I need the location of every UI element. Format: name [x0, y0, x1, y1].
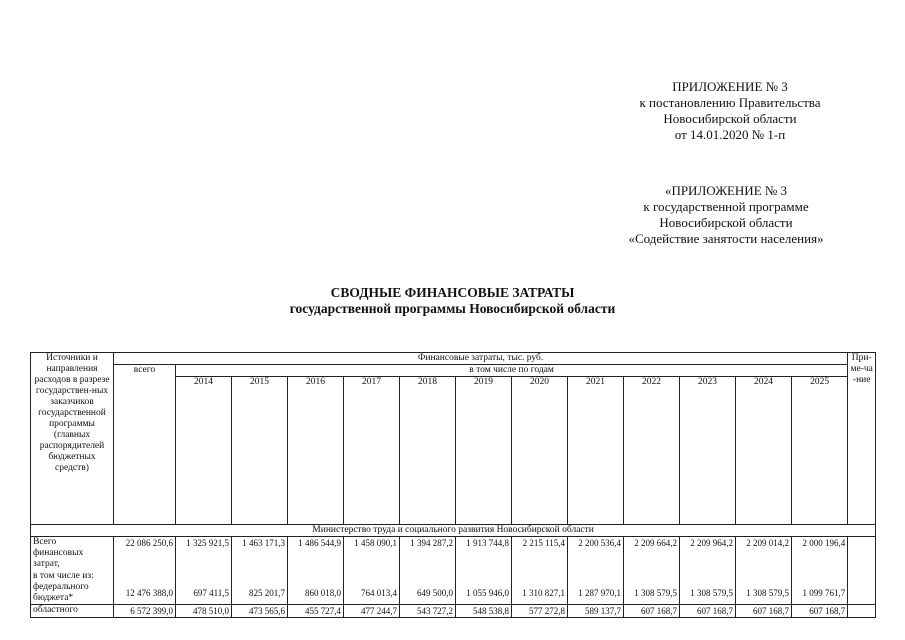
regional-value: 543 727,2: [400, 605, 456, 618]
total-note-cell: [848, 537, 876, 605]
total-and-federal-cell: [624, 537, 680, 605]
total-and-federal-cell: [736, 537, 792, 605]
total-value: 1 463 171,3: [242, 538, 285, 548]
year-header: 2021: [568, 377, 624, 525]
total-and-federal-cell: [176, 537, 232, 605]
total-costs-row: [31, 537, 876, 605]
regional-value: 607 168,7: [680, 605, 736, 618]
federal-value: 1 308 579,5: [690, 588, 733, 598]
regional-value: 6 572 399,0: [114, 605, 176, 618]
program-appendix-number: «ПРИЛОЖЕНИЕ № 3: [664, 183, 788, 198]
federal-value: 764 013,4: [361, 588, 397, 598]
regional-value: 478 510,0: [176, 605, 232, 618]
regional-value: 607 168,7: [624, 605, 680, 618]
regional-value: 473 565,6: [232, 605, 288, 618]
federal-label-line: бюджета*: [33, 592, 74, 603]
note-column-header: При-ме-ча-ние: [848, 353, 876, 525]
year-header: 2023: [680, 377, 736, 525]
total-label-line: финансовых: [33, 548, 84, 559]
total-and-federal-cell: [568, 537, 624, 605]
total-label-line: затрат,: [33, 559, 60, 570]
total-and-federal-cell: [680, 537, 736, 605]
federal-value: 1 099 761,7: [802, 588, 846, 598]
total-and-federal-cell: [288, 537, 344, 605]
appendix-decree-ref: к постановлению Правительства: [639, 95, 821, 110]
year-header: 2019: [456, 377, 512, 525]
regional-value: 607 168,7: [792, 605, 848, 618]
regional-value: 607 168,7: [736, 605, 792, 618]
ministry-row: Министерство труда и социального развития Новосибирской области: [31, 525, 876, 537]
total-and-federal-cell: [512, 537, 568, 605]
year-header: 2016: [288, 377, 344, 525]
by-years-header: в том числе по годам: [176, 365, 848, 377]
total-and-federal-cell: [232, 537, 288, 605]
total-and-federal-cell: [400, 537, 456, 605]
regional-budget-row: [31, 605, 876, 618]
total-column-header: всего: [114, 365, 176, 525]
federal-value: 1 055 946,0: [466, 588, 509, 598]
federal-value: 1 310 827,1: [522, 588, 565, 598]
program-appendix-ref: к государственной программе: [643, 199, 809, 214]
total-value: 2 209 964,2: [690, 538, 733, 548]
year-header: 2015: [232, 377, 288, 525]
appendix-program-block: [601, 183, 851, 247]
total-value: 2 200 536,4: [578, 538, 621, 548]
title-line-2: государственной программы Новосибирской области: [289, 301, 616, 316]
total-label-line: Всего: [33, 537, 57, 547]
year-header: 2018: [400, 377, 456, 525]
program-appendix-region: Новосибирской области: [659, 215, 793, 230]
regional-note-cell: [848, 605, 876, 618]
document-title: [0, 285, 905, 317]
regional-value: 548 538,8: [456, 605, 512, 618]
federal-label-line: федерального: [33, 581, 89, 592]
federal-value: 697 411,5: [193, 588, 229, 598]
federal-value: 649 500,0: [417, 588, 453, 598]
appendix-date: от 14.01.2020 № 1-п: [674, 127, 786, 142]
regional-value: 455 727,4: [288, 605, 344, 618]
year-header: 2024: [736, 377, 792, 525]
federal-value: 860 018,0: [305, 588, 341, 598]
year-header: 2022: [624, 377, 680, 525]
total-value: 1 486 544,9: [298, 538, 341, 548]
financial-costs-header: Финансовые затраты, тыс. руб.: [114, 353, 848, 365]
regional-value: 577 272,8: [512, 605, 568, 618]
federal-value: 12 476 388,0: [125, 588, 173, 598]
total-value: 1 458 090,1: [354, 538, 397, 548]
year-header: 2014: [176, 377, 232, 525]
year-header: 2025: [792, 377, 848, 525]
total-value: 1 394 287,2: [410, 538, 453, 548]
total-value: 2 209 014,2: [746, 538, 789, 548]
total-and-federal-cell: [114, 537, 176, 605]
total-value: 2 000 196,4: [802, 538, 846, 548]
total-and-federal-cell: [344, 537, 400, 605]
appendix-number: ПРИЛОЖЕНИЕ № 3: [672, 79, 788, 94]
total-and-federal-cell: [792, 537, 848, 605]
program-name: «Содействие занятости населения»: [628, 231, 824, 246]
regional-value: 477 244,7: [344, 605, 400, 618]
year-header: 2020: [512, 377, 568, 525]
total-label-line: в том числе из:: [33, 570, 94, 581]
appendix-region: Новосибирской области: [663, 111, 797, 126]
financial-costs-table: [30, 352, 876, 618]
federal-value: 825 201,7: [249, 588, 285, 598]
total-costs-label: [31, 537, 114, 605]
total-value: 1 325 921,5: [186, 538, 229, 548]
total-and-federal-cell: [456, 537, 512, 605]
federal-value: 1 308 579,5: [634, 588, 677, 598]
total-value: 2 215 115,4: [522, 538, 565, 548]
total-value: 22 086 250,6: [125, 538, 173, 548]
source-column-header: Источники и направления расходов в разрезе государствен-ных заказчиков государственной программы (главных распорядителей бюджетных средств): [31, 353, 114, 525]
total-value: 1 913 744,8: [466, 538, 509, 548]
regional-budget-label: областного: [31, 605, 114, 618]
year-header: 2017: [344, 377, 400, 525]
title-line-1: СВОДНЫЕ ФИНАНСОВЫЕ ЗАТРАТЫ: [330, 285, 575, 300]
federal-value: 1 308 579,5: [746, 588, 789, 598]
regional-value: 589 137,7: [568, 605, 624, 618]
appendix-decree-block: [615, 79, 845, 143]
federal-value: 1 287 970,1: [578, 588, 621, 598]
total-value: 2 209 664,2: [634, 538, 677, 548]
